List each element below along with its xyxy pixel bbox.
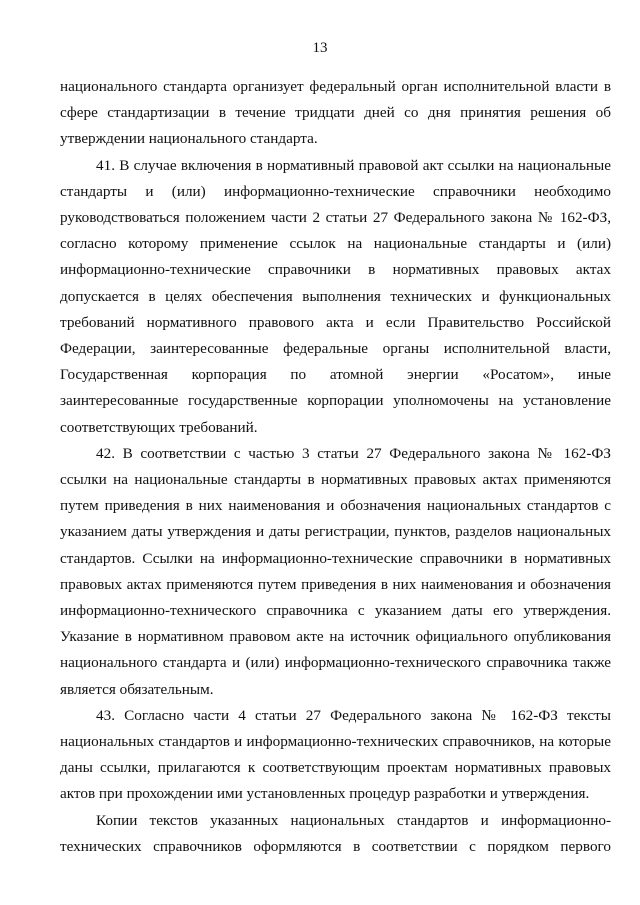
paragraph-item-42: 42. В соответствии с частью 3 статьи 27 Федерального закона № 162-ФЗ ссылки на национальные стандарты в нормативных правовых актах применяются путем приведения в них наименования и обозначения национальных стандартов с указанием даты утверждения и даты регистрации, пунктов, разделов национальных стандартов. Ссылки на информационно-технические справочники в нормативных правовых актах применяются путем приведения в них наименования и обозначения информационно-технического справочника с указанием даты его утверждения. Указание в нормативном правовом акте на источник официального опубликования национального стандарта и (или) информационно-технического справочника также является обязательным. [60, 444, 611, 698]
page-number: 13 [312, 40, 328, 56]
paragraph-item-41: 41. В случае включения в нормативный правовой акт ссылки на национальные стандарты и (или) информационно-технические справочники необходимо руководствоваться положением части 2 статьи 27 Федерального закона № 162-ФЗ, согласно которому применение ссылок на национальные стандарты и (или) информационно-технические справочники в нормативных правовых актах допускается в целях обеспечения выполнения технических и функциональных требований нормативного правового акта и если Правительство Российской Федерации, заинтересованные федеральные органы исполнительной власти, Государственная корпорация по атомной энергии «Росатом», иные заинтересованные государственные корпорации уполномочены на установление соответствующих требований. [60, 156, 611, 436]
document-body [60, 74, 611, 860]
paragraph-item-43: 43. Согласно части 4 статьи 27 Федерального закона № 162-ФЗ тексты национальных стандартов и информационно-технических справочников, на которые даны ссылки, прилагаются к соответствующим проектам нормативных правовых актов при прохождении ими установленных процедур разработки и утверждения. [60, 706, 611, 803]
paragraph-item-43-copies: Копии текстов указанных национальных стандартов и информационно-технических справочников оформляются в соответствии с порядком первого [60, 811, 611, 855]
paragraph-continuation: национального стандарта организует федеральный орган исполнительной власти в сфере стандартизации в течение тридцати дней со дня принятия решения об утверждении национального стандарта. [60, 78, 611, 148]
